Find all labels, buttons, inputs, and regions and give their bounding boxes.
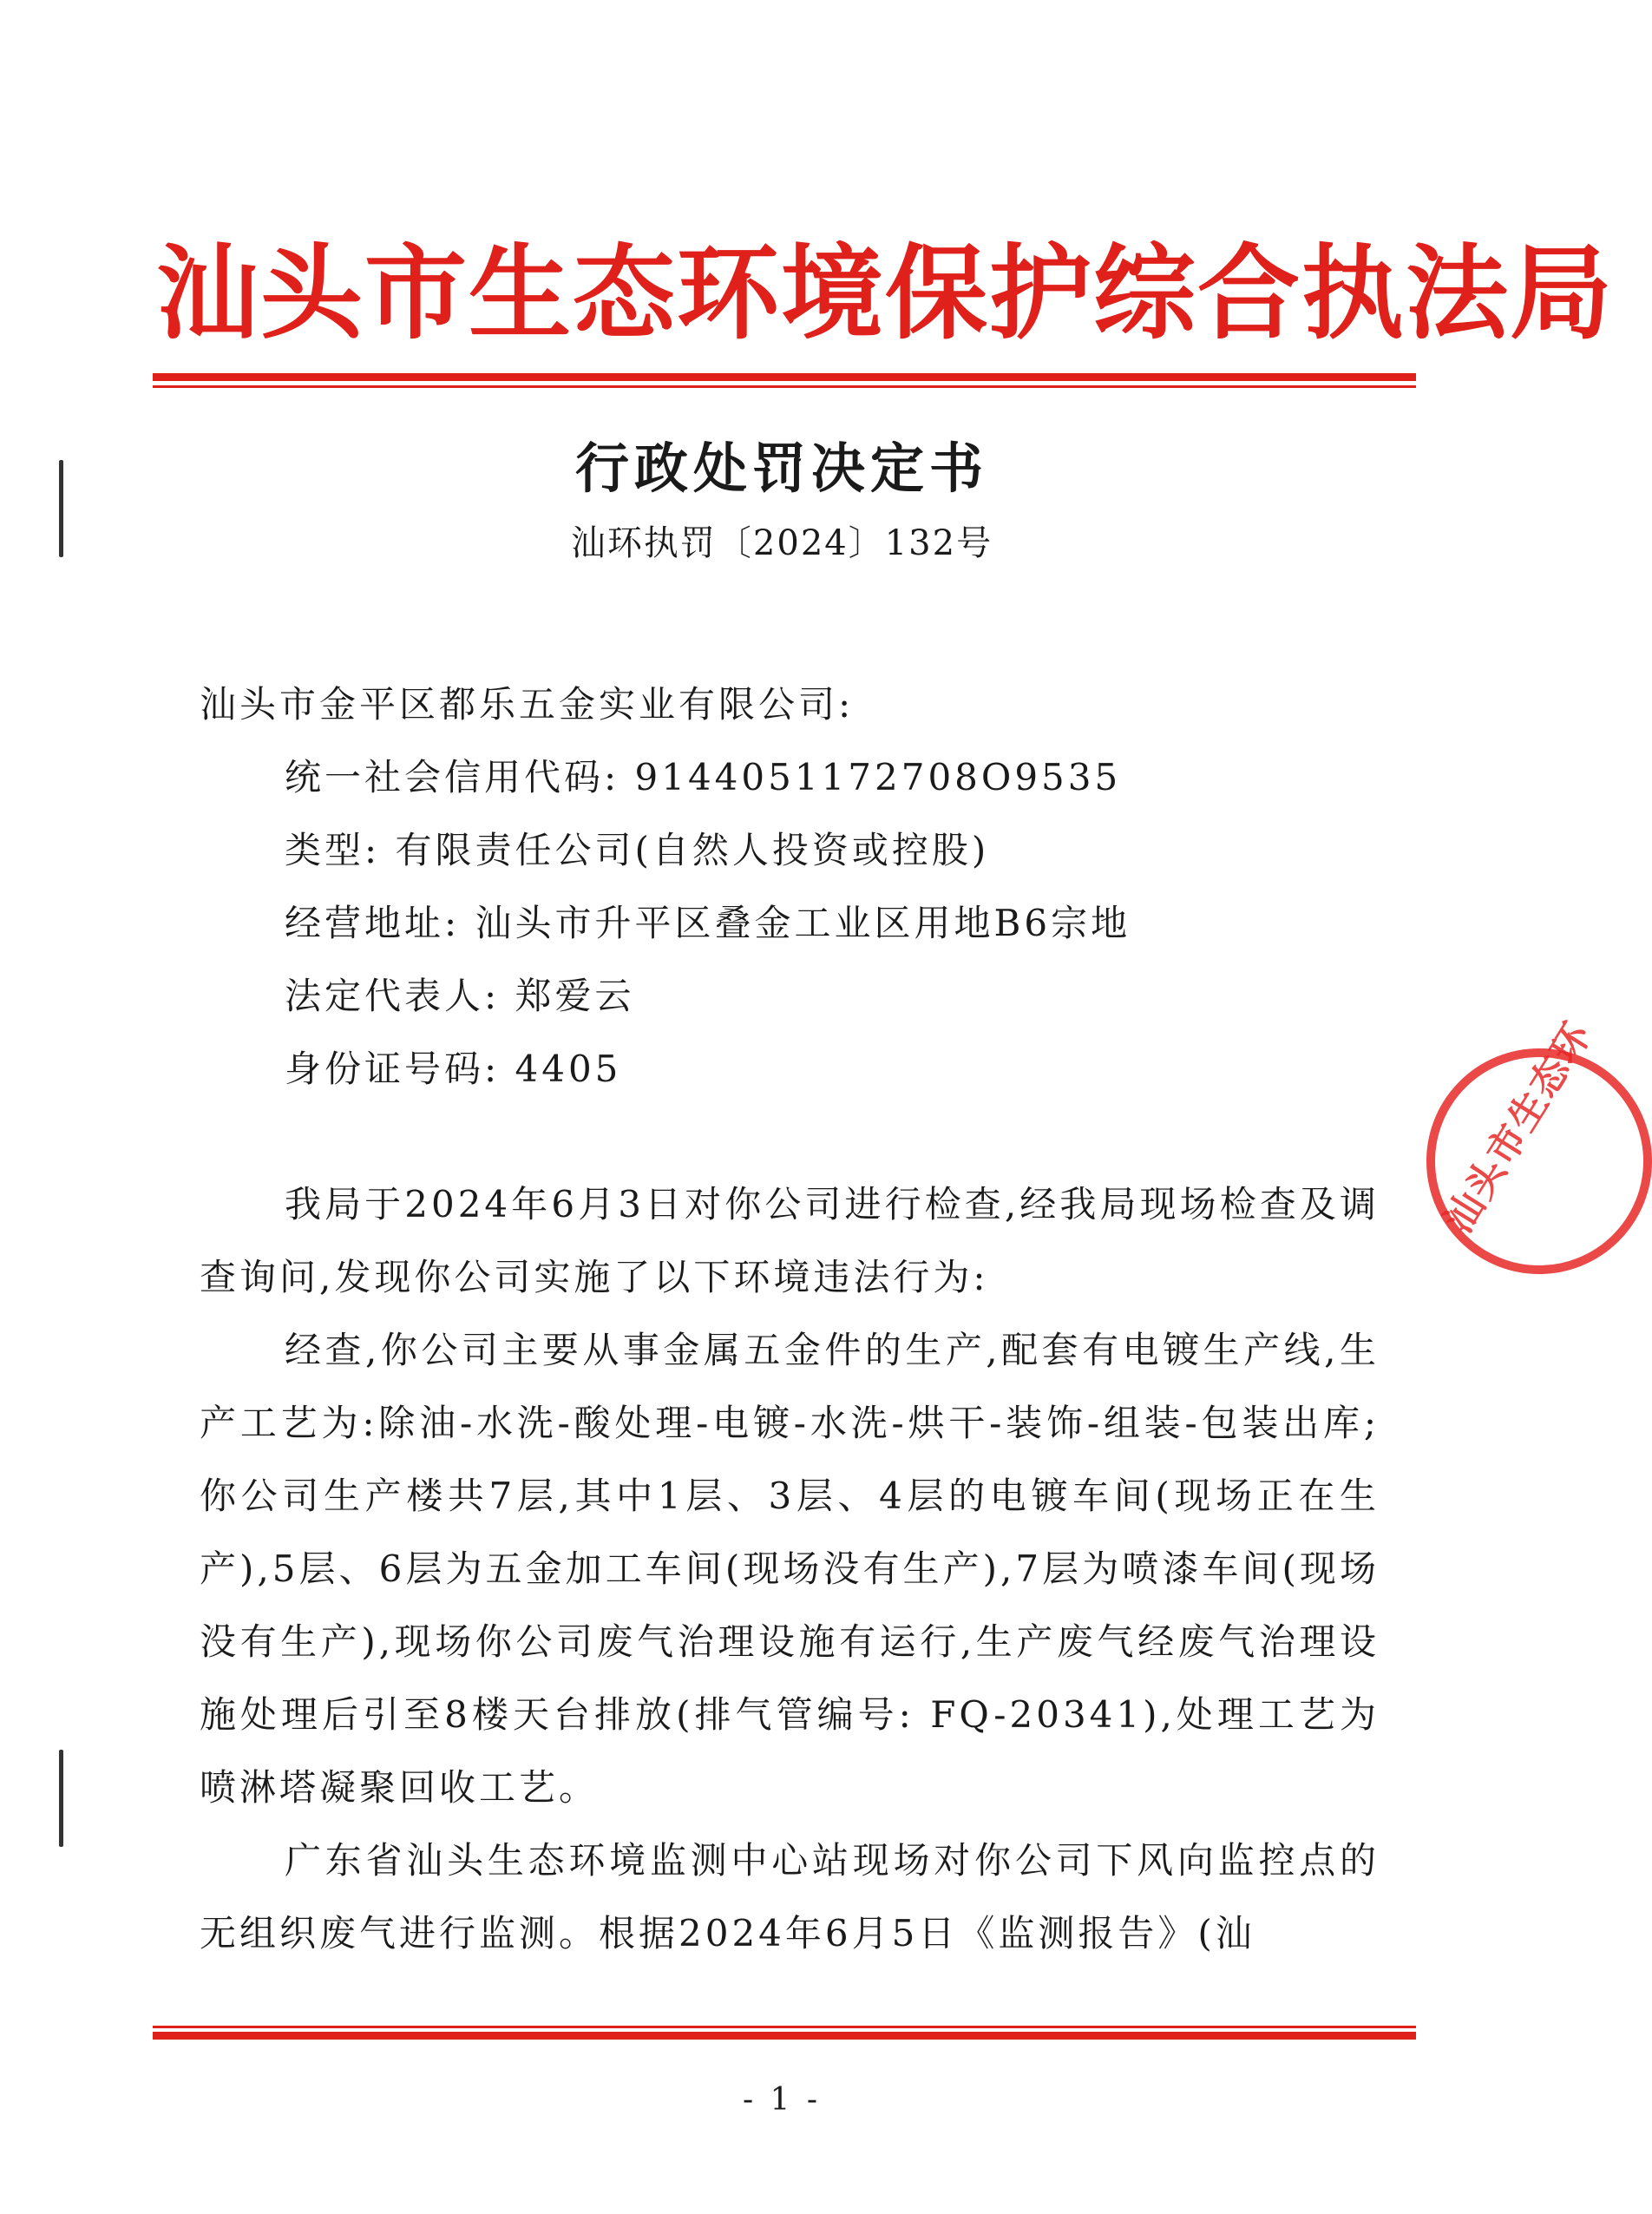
document-number: 汕环执罚〔2024〕132号 xyxy=(570,523,993,563)
business-address-line: 经营地址: 汕头市升平区叠金工业区用地B6宗地 xyxy=(285,902,1131,944)
page-number: - 1 - xyxy=(742,2082,822,2118)
binding-mark-bottom xyxy=(59,1750,63,1847)
recipient-name: 汕头市金平区都乐五金实业有限公司: xyxy=(200,683,855,726)
agency-header-title: 汕头市生态环境保护综合执法局 xyxy=(156,233,1615,353)
official-seal-stamp xyxy=(1426,1014,1652,1274)
header-divider-thick xyxy=(153,373,1416,381)
id-number-line: 身份证号码: 4405 xyxy=(285,1048,622,1090)
decision-body xyxy=(200,1168,1380,1970)
paragraph-inspection: 我局于2024年6月3日对你公司进行检查,经我局现场检查及调查询问,发现你公司实施了以下环境违法行为: xyxy=(200,1183,1380,1298)
seal-text: 汕头市生态环 xyxy=(1436,1014,1601,1241)
footer-divider-thick xyxy=(153,2032,1416,2040)
recipient-block xyxy=(200,668,1380,1106)
legal-representative-line: 法定代表人: 郑爱云 xyxy=(285,975,635,1017)
company-type-line: 类型: 有限责任公司(自然人投资或控股) xyxy=(285,829,990,871)
credit-code-line: 统一社会信用代码: 9144051172708O9535 xyxy=(285,756,1122,798)
document-type-title: 行政处罚决定书 xyxy=(574,437,988,500)
footer-divider-thin xyxy=(153,2026,1416,2028)
paragraph-findings: 经查,你公司主要从事金属五金件的生产,配套有电镀生产线,生产工艺为:除油-水洗-酸处理-电镀-水洗-烘干-装饰-组装-包装出库;你公司生产楼共7层,其中1层、3层、4层的电镀车间(现场正在生产),5层、6层为五金加工车间(现场没有生产),7层为喷漆车间(现场没有生产),现场你公司废气治理设施有运行,生产废气经废气治理设施处理后引至8楼天台排放(排气管编号: FQ-20341),处理工艺为喷淋塔凝聚回收工艺。 xyxy=(200,1329,1380,1809)
paragraph-monitoring: 广东省汕头生态环境监测中心站现场对你公司下风向监控点的无组织废气进行监测。根据2024年6月5日《监测报告》(汕 xyxy=(200,1839,1380,1954)
header-divider-thin xyxy=(153,385,1416,388)
